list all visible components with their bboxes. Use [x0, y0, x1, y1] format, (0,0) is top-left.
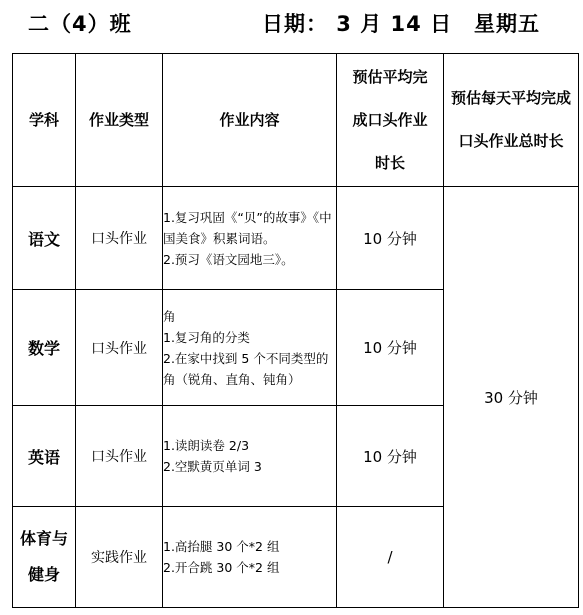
- duration-cell: 10 分钟: [337, 290, 444, 406]
- content-line: 2.预习《语文园地三》。: [163, 251, 294, 267]
- subject-cell: 英语: [13, 406, 76, 507]
- content-cell: [163, 507, 337, 608]
- header-content: 作业内容: [163, 54, 337, 187]
- subject-cell: 数学: [13, 290, 76, 406]
- type-cell: 口头作业: [76, 187, 163, 290]
- subject-cell: [13, 507, 76, 608]
- header-total-time-line: 口头作业总时长: [458, 132, 564, 150]
- content-cell: [163, 406, 337, 507]
- duration-cell: 10 分钟: [337, 406, 444, 507]
- duration-cell: /: [337, 507, 444, 608]
- page-header: [0, 0, 583, 44]
- content-cell: [163, 290, 337, 406]
- type-cell: 口头作业: [76, 290, 163, 406]
- type-cell: 口头作业: [76, 406, 163, 507]
- content-line: 角: [163, 308, 176, 324]
- header-avg-time-line: 成口头作业: [352, 110, 428, 129]
- header-subject: 学科: [13, 54, 76, 187]
- header-total-time: [444, 54, 579, 187]
- type-cell: 实践作业: [76, 507, 163, 608]
- header-type: 作业类型: [76, 54, 163, 187]
- header-avg-time: [337, 54, 444, 187]
- date-label: 日期： 3 月 14 日: [262, 12, 453, 36]
- table-header-row: [13, 54, 579, 187]
- subject-cell: 语文: [13, 187, 76, 290]
- content-cell: [163, 187, 337, 290]
- subject-line: 体育与: [19, 529, 68, 548]
- content-line: 2.在家中找到 5 个不同类型的角（锐角、直角、钝角）: [163, 350, 329, 387]
- table-row: [13, 187, 579, 290]
- homework-table: [12, 53, 579, 608]
- header-avg-time-line: 预估平均完: [352, 67, 428, 86]
- header-avg-time-line: 时长: [374, 153, 405, 172]
- content-line: 1.复习巩固《“贝”的故事》《中国美食》积累词语。: [163, 209, 332, 246]
- content-line: 2.开合跳 30 个*2 组: [163, 560, 280, 575]
- content-line: 2.空默黄页单词 3: [163, 459, 262, 474]
- class-name: 二（4）班: [28, 12, 132, 36]
- subject-line: 健身: [27, 565, 60, 584]
- weekday-label: 星期五: [474, 12, 540, 36]
- header-total-time-line: 预估每天平均完成: [450, 89, 571, 107]
- content-line: 1.读朗读卷 2/3: [163, 438, 250, 453]
- content-line: 1.高抬腿 30 个*2 组: [163, 539, 280, 554]
- content-line: 1.复习角的分类: [163, 329, 250, 345]
- duration-cell: 10 分钟: [337, 187, 444, 290]
- total-duration-cell: 30 分钟: [444, 187, 579, 608]
